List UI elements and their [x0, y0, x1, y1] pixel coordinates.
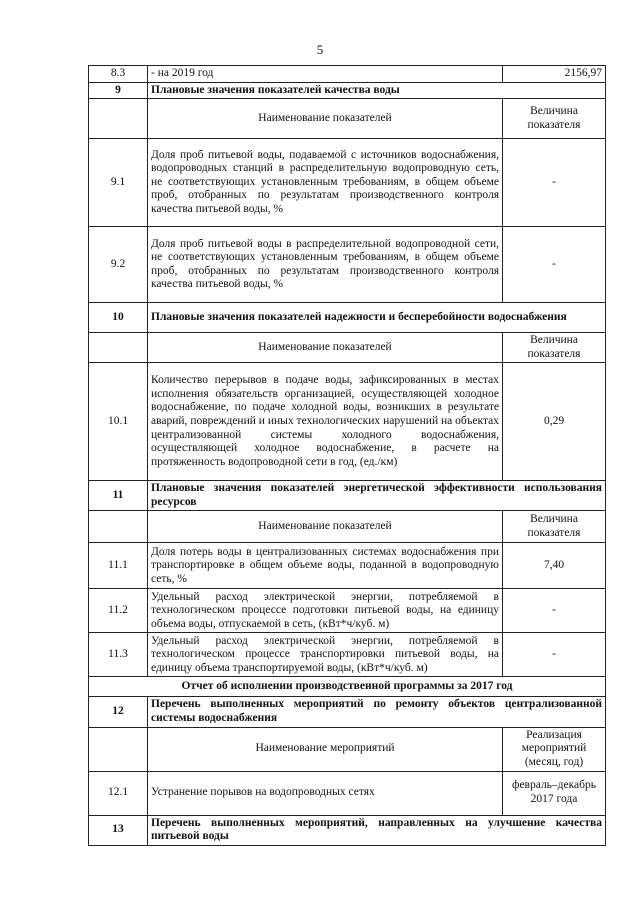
header-value: Величина показателя: [503, 333, 606, 363]
row-value: -: [503, 139, 606, 227]
row-text: Количество перерывов в подаче воды, зафиксированных в местах исполнения обязательств организацией, осуществляющей холодное водоснабжение, по подаче холодной воды, возникших в результате аварий, повреждений и иных технологических нарушений на объектах централизованной системы холодного водоснабжения, осуществляющей холодное водоснабжение, в расчете на протяженность водопроводной сети в год, (ед./км): [148, 363, 503, 481]
header-name: Наименование показателей: [148, 511, 503, 543]
table-row: [89, 66, 606, 83]
row-number: 11.2: [89, 589, 148, 633]
header-row: [89, 333, 606, 363]
header-row: [89, 99, 606, 139]
section-number: 12: [89, 697, 148, 727]
page-number: 5: [316, 42, 324, 57]
section-number: 13: [89, 815, 148, 845]
row-text: Доля проб питьевой воды в распределительной водопроводной сети, не соответствующих установленным требованиям, в общем объеме проб, отобранных по результатам производственного контроля качества питьевой воды, %: [148, 227, 503, 303]
row-text: Доля проб питьевой воды, подаваемой с источников водоснабжения, водопроводных станций в распределительную водопроводную сеть, не соответствующих установленным требованиям, в общем объеме проб, отобранных по результатам производственного контроля качества питьевой воды, %: [148, 139, 503, 227]
table-row: [89, 227, 606, 303]
empty-cell: [89, 99, 148, 139]
row-text: Устранение порывов на водопроводных сетях: [148, 771, 503, 815]
section-number: 9: [89, 82, 148, 99]
row-number: 9.2: [89, 227, 148, 303]
section-title: Плановые значения показателей качества воды: [148, 82, 606, 99]
header-value: Величина показателя: [503, 511, 606, 543]
row-value: -: [503, 227, 606, 303]
section-title: Плановые значения показателей надежности и бесперебойности водоснабжения: [148, 303, 606, 333]
row-value: февраль–декабрь 2017 года: [503, 771, 606, 815]
table-row: [89, 363, 606, 481]
section-row: [89, 481, 606, 511]
header-value: Реализация мероприятий (месяц, год): [503, 727, 606, 771]
section-row: [89, 82, 606, 99]
header-value: Величина показателя: [503, 99, 606, 139]
row-number: 10.1: [89, 363, 148, 481]
row-number: 11.3: [89, 633, 148, 677]
section-title: Перечень выполненных мероприятий, направленных на улучшение качества питьевой воды: [148, 815, 606, 845]
row-number: 8.3: [89, 66, 148, 83]
header-row: [89, 727, 606, 771]
section-row: [89, 697, 606, 727]
row-number: 12.1: [89, 771, 148, 815]
row-number: 11.1: [89, 543, 148, 589]
section-number: 11: [89, 481, 148, 511]
table-row: [89, 543, 606, 589]
report-title-row: [89, 677, 606, 697]
row-value: 2156,97: [503, 66, 606, 83]
row-value: -: [503, 589, 606, 633]
table-row: [89, 771, 606, 815]
header-name: Наименование показателей: [148, 333, 503, 363]
table-row: [89, 633, 606, 677]
section-title: Перечень выполненных мероприятий по ремонту объектов централизованной системы водоснабжения: [148, 697, 606, 727]
header-name: Наименование мероприятий: [148, 727, 503, 771]
empty-cell: [89, 333, 148, 363]
report-title: Отчет об исполнении производственной программы за 2017 год: [89, 677, 606, 697]
table-row: [89, 139, 606, 227]
section-row: [89, 303, 606, 333]
row-text: Удельный расход электрической энергии, потребляемой в технологическом процессе транспортировки питьевой воды, на единицу объема транспортируемой воды, (кВт*ч/куб. м): [148, 633, 503, 677]
row-value: 0,29: [503, 363, 606, 481]
empty-cell: [89, 511, 148, 543]
row-value: -: [503, 633, 606, 677]
row-value: 7,40: [503, 543, 606, 589]
row-text: Удельный расход электрической энергии, потребляемой в технологическом процессе подготовки питьевой воды, на единицу объема воды, отпускаемой в сеть, (кВт*ч/куб. м): [148, 589, 503, 633]
row-number: 9.1: [89, 139, 148, 227]
header-name: Наименование показателей: [148, 99, 503, 139]
header-row: [89, 511, 606, 543]
empty-cell: [89, 727, 148, 771]
program-table: [88, 65, 606, 846]
row-text: Доля потерь воды в централизованных системах водоснабжения при транспортировке в общем объеме воды, поданной в водопроводную сеть, %: [148, 543, 503, 589]
table-row: [89, 589, 606, 633]
section-row: [89, 815, 606, 845]
row-text: - на 2019 год: [148, 66, 503, 83]
section-number: 10: [89, 303, 148, 333]
section-title: Плановые значения показателей энергетической эффективности использования ресурсов: [148, 481, 606, 511]
